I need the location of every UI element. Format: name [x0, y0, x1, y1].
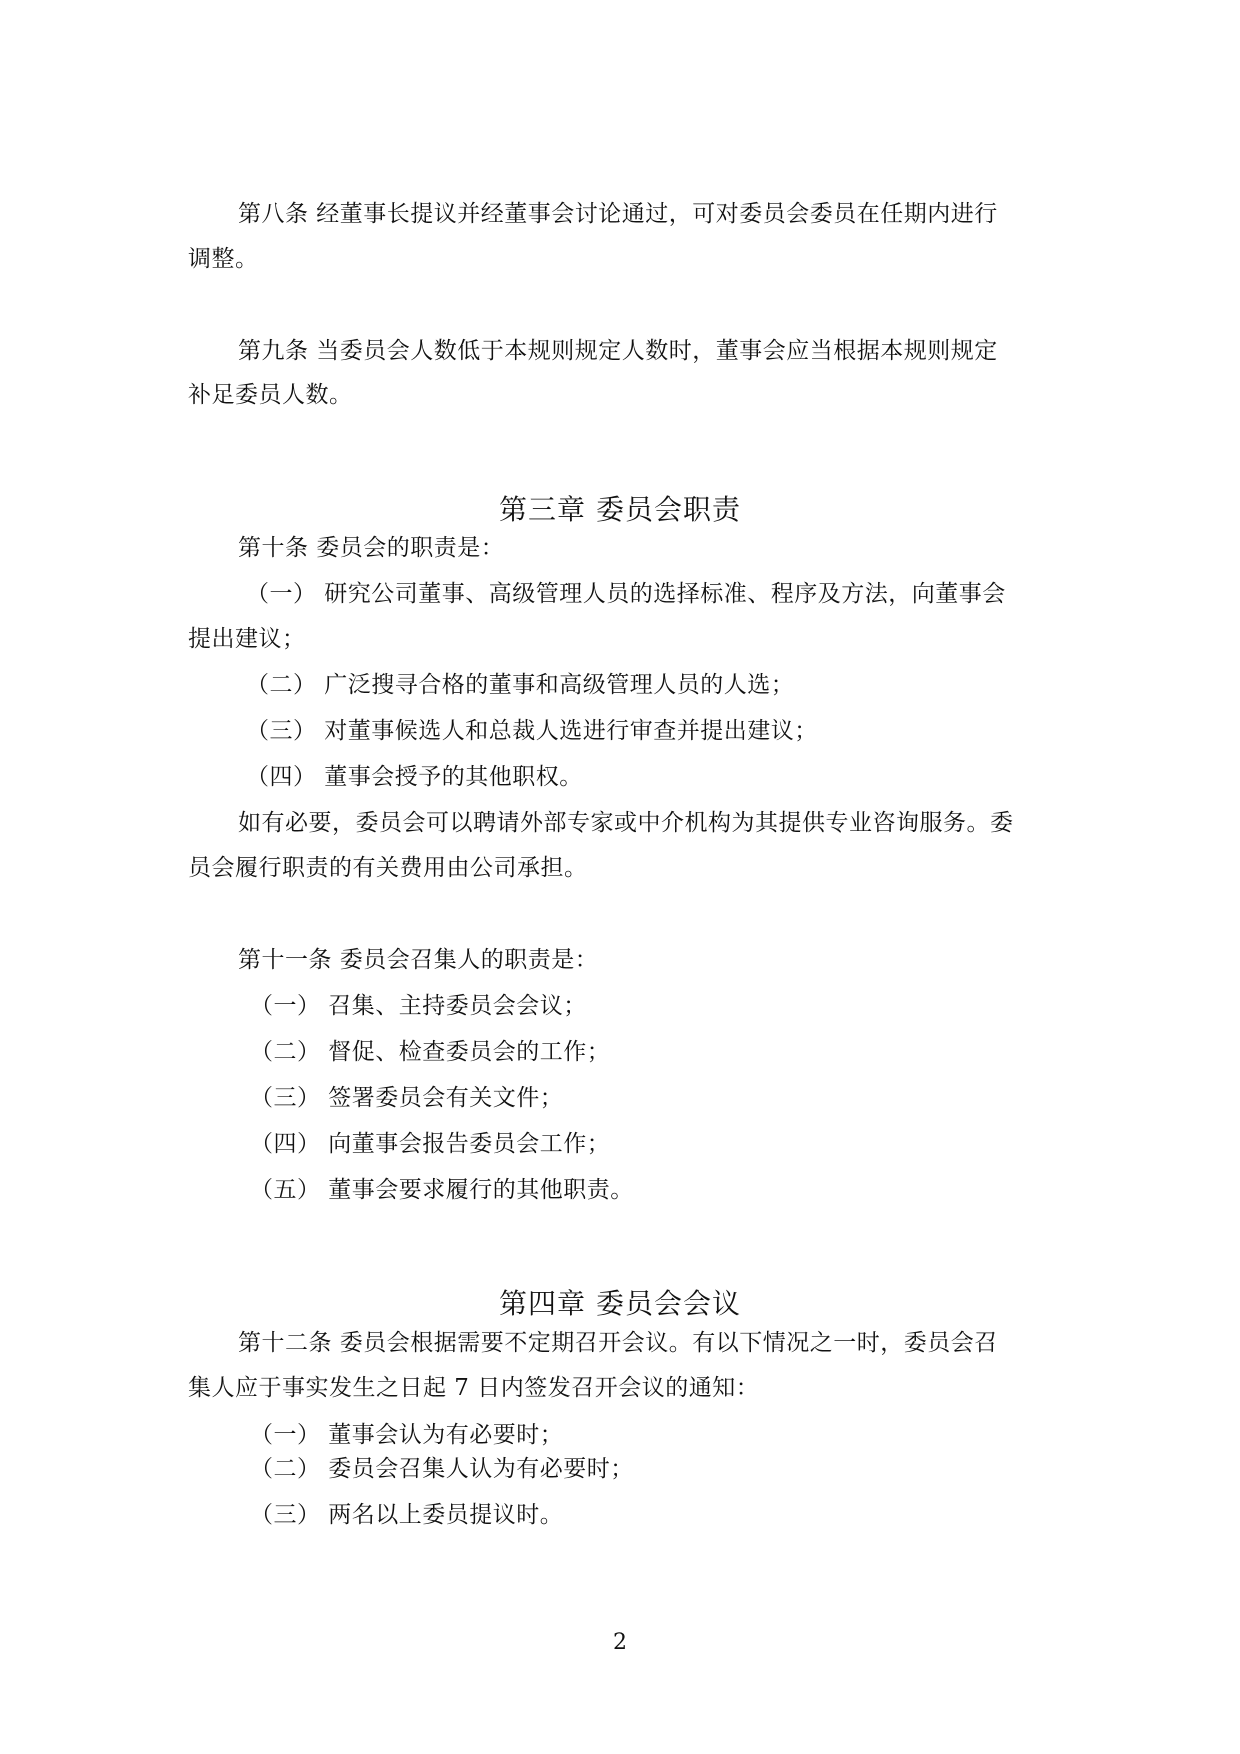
chapter-4-title: 第四章 委员会会议 [499, 1287, 741, 1320]
article-10-item-1-line-2: 提出建议； [188, 626, 306, 652]
article-10-item-1-line-1: （一） 研究公司董事、高级管理人员的选择标准、程序及方法，向董事会 [246, 581, 1006, 607]
article-11-item-3: （三） 签署委员会有关文件； [250, 1085, 564, 1111]
article-11-item-2: （二） 督促、检查委员会的工作； [250, 1039, 611, 1065]
article-9-line-2: 补足委员人数。 [188, 382, 353, 408]
article-8-line-1: 第八条 经董事长提议并经董事会讨论通过，可对委员会委员在任期内进行 [238, 201, 998, 227]
article-10-item-4: （四） 董事会授予的其他职权。 [246, 764, 583, 790]
article-10-intro: 第十条 委员会的职责是： [238, 535, 505, 561]
article-12-line-1: 第十二条 委员会根据需要不定期召开会议。有以下情况之一时，委员会召 [238, 1330, 998, 1356]
article-9-line-1: 第九条 当委员会人数低于本规则规定人数时，董事会应当根据本规则规定 [238, 338, 998, 364]
article-12-item-2: （二） 委员会召集人认为有必要时； [250, 1456, 634, 1482]
article-11-item-1: （一） 召集、主持委员会会议； [250, 993, 587, 1019]
article-11-item-5: （五） 董事会要求履行的其他职责。 [250, 1177, 634, 1203]
chapter-3-title: 第三章 委员会职责 [499, 493, 741, 526]
page-number: 2 [613, 1630, 627, 1655]
article-10-item-2: （二） 广泛搜寻合格的董事和高级管理人员的人选； [246, 672, 795, 698]
article-11-intro: 第十一条 委员会召集人的职责是： [238, 947, 599, 973]
article-11-item-4: （四） 向董事会报告委员会工作； [250, 1131, 611, 1157]
article-10-note-line-2: 员会履行职责的有关费用由公司承担。 [188, 855, 588, 881]
article-12-item-3: （三） 两名以上委员提议时。 [250, 1502, 564, 1528]
article-12-line-2: 集人应于事实发生之日起 7 日内签发召开会议的通知： [188, 1375, 760, 1401]
article-10-item-3: （三） 对董事候选人和总裁人选进行审查并提出建议； [246, 718, 818, 744]
article-10-note-line-1: 如有必要，委员会可以聘请外部专家或中介机构为其提供专业咨询服务。委 [238, 810, 1014, 836]
article-8-line-2: 调整。 [188, 246, 259, 272]
article-12-item-1: （一） 董事会认为有必要时； [250, 1422, 564, 1448]
